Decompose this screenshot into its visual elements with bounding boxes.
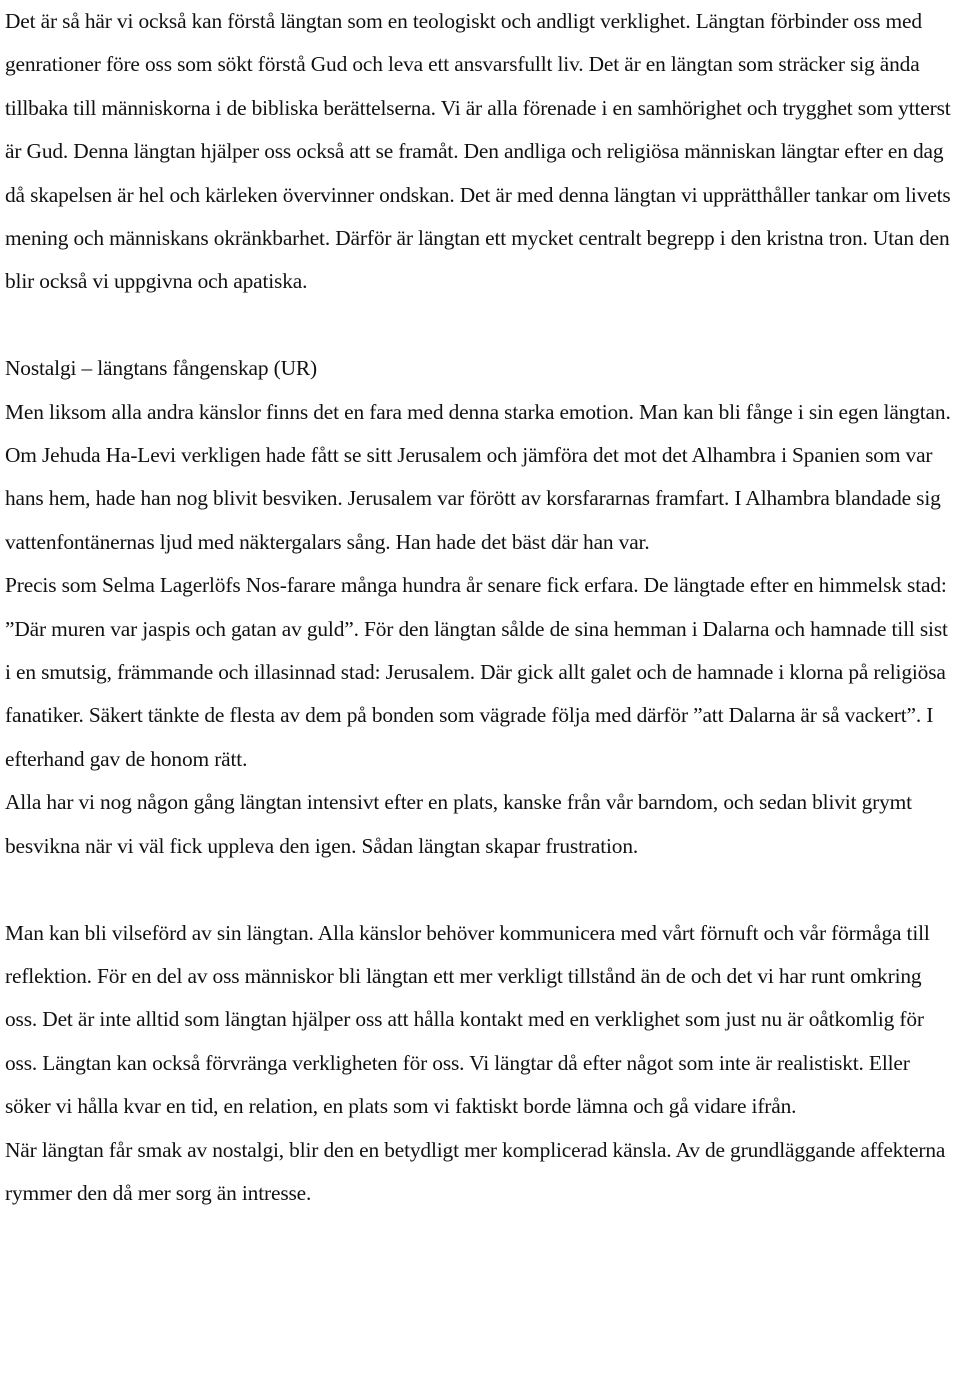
paragraph-danger-of-longing: Men liksom alla andra känslor finns det en fara med denna starka emotion. Man kan bli fånge i sin egen längtan. Om Jehuda Ha-Levi verkligen hade fått se sitt Jerusalem och jämföra det mot det Alhambra i Spanien som var hans hem, hade han nog blivit besviken. Jerusalem var förött av korsfararnas framfart. I Alhambra blandade sig vattenfontänernas ljud med näktergalars sång. Han hade det bäst där han var.: [5, 399, 951, 554]
section-heading-nostalgia: Nostalgi – längtans fångenskap (UR): [5, 356, 317, 381]
paragraph-nostalgia-affects: När längtan får smak av nostalgi, blir den en betydligt mer komplicerad känsla. Av de grundläggande affekterna rymmer den då mer sorg än intresse.: [5, 1137, 946, 1205]
paragraph-spacer: [5, 304, 957, 347]
document-page: [5, 0, 957, 1215]
paragraph-spacer: [5, 868, 957, 911]
paragraph-childhood-place: Alla har vi nog någon gång längtan intensivt efter en plats, kanske från vår barndom, och sedan blivit grymt besvikna när vi väl fick uppleva den igen. Sådan längtan skapar frustration.: [5, 790, 912, 858]
paragraph-lagerlof-nos-farare: Precis som Selma Lagerlöfs Nos-farare många hundra år senare fick erfara. De längtade efter en himmelsk stad: ”Där muren var jaspis och gatan av guld”. För den längtan sålde de sina hemman i Dalarna och hamnade till sist i en smutsig, främmande och illasinnad stad: Jerusalem. Där gick allt galet och de hamnade i klorna på religiösa fanatiker. Säkert tänkte de flesta av dem på bonden som vägrade följa med därför ”att Dalarna är så vackert”. I efterhand gav de honom rätt.: [5, 573, 948, 771]
paragraph-misled-by-longing: Man kan bli vilseförd av sin längtan. Alla känslor behöver kommunicera med vårt förnuft och vår förmåga till reflektion. För en del av oss människor bli längtan ett mer verkligt tillstånd än de och det vi har runt omkring oss. Det är inte alltid som längtan hjälper oss att hålla kontakt med en verklighet som just nu är oåtkomlig för oss. Längtan kan också förvränga verkligheten för oss. Vi längtar då efter något som inte är realistiskt. Eller söker vi hålla kvar en tid, en relation, en plats som vi faktiskt borde lämna och gå vidare ifrån.: [5, 920, 930, 1119]
paragraph-theology-longing: Det är så här vi också kan förstå längtan som en teologiskt och andligt verklighet. Längtan förbinder oss med genrationer före oss som sökt förstå Gud och leva ett ansvarsfullt liv. Det är en längtan som sträcker sig ända tillbaka till människorna i de bibliska berättelserna. Vi är alla förenade i en samhörighet och trygghet som ytterst är Gud. Denna längtan hjälper oss också att se framåt. Den andliga och religiösa människan längtar efter en dag då skapelsen är hel och kärleken övervinner ondskan. Det är med denna längtan vi upprätthåller tankar om livets mening och människans okränkbarhet. Därför är längtan ett mycket centralt begrepp i den kristna tron. Utan den blir också vi uppgivna och apatiska.: [5, 9, 951, 294]
